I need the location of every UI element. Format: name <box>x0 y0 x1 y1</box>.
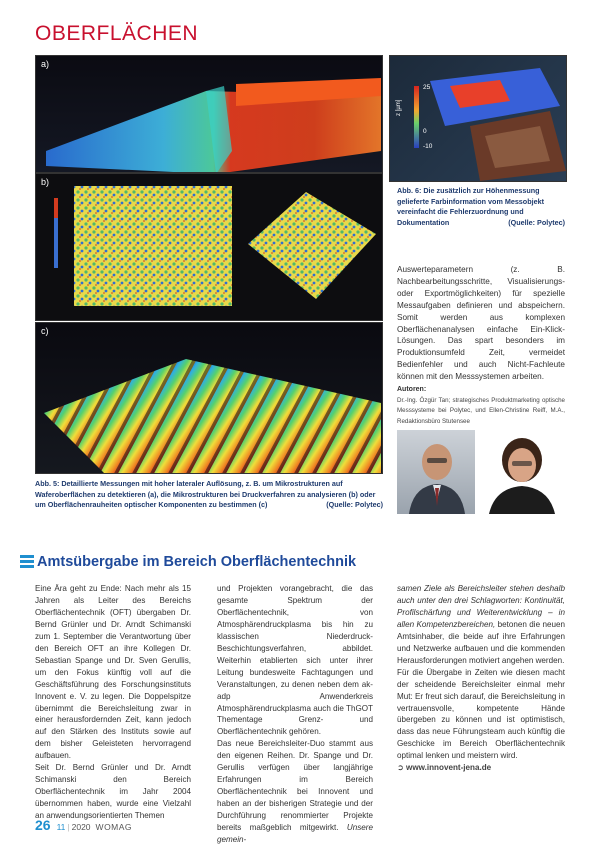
z-axis-label: z [µm] <box>396 99 402 116</box>
author-photo-tan <box>397 430 475 514</box>
figure-5-source: (Quelle: Polytec) <box>326 500 383 509</box>
figure-panel-a <box>35 55 383 173</box>
page-footer <box>35 817 132 833</box>
article-headline <box>20 553 356 570</box>
article-col2-quote-start: Unsere gemein- <box>217 823 373 845</box>
article-col2-paragraph-1: und Projekten vorangebracht, die das gesamte Spektrum der Oberflächentechnik, von Atmosphärendruckplasma bis hin zu klassischen Niederdruck-Beschichtungsverfahren, abbildet. Weiterhin etablierten sich unter ihrer Leitung bundesweite Fachtagungen und Veranstaltungen, zu denen neben dem ak-adp Anwenderkreis Atmosphärendruckplasma auch die ThGOT Thementage Grenz- und Oberflächentechnik gehören. <box>217 584 373 737</box>
article-col2-paragraph-2: Das neue Bereichsleiter-Duo stammt aus den eigenen Reihen. Dr. Spange und Dr. Gerullis verfügen über langjährige Erfahrungen im Bereich Oberflächentechnik bei Innovent und haben an der bisherigen Strategie und der Durchführung renommierter Projekte bereits maßgeblich mitgewirkt. <box>217 739 373 833</box>
article-col1-paragraph-1: Eine Ära geht zu Ende: Nach mehr als 15 Jahren als Leiter des Bereichs Oberflächentechnik (OFT) übergaben Dr. Bernd Grünler und Dr. Arndt Schimanski zum 1. September die Verantwortung über den Bereich OFT an ihre Kollegen Dr. Sebastian Spange und Dr. Sven Gerullis, um den Fokus künftig voll auf die Geschäftsführung des Forschungsinstituts Innovent e. V. zu legen. Die Doppelspitze übernimmt die Bereichsleitung zwar in einer herausfordernden Zeit, kann jedoch auf den Stärken des Instituts sowie auf dem bisher Geleisteten hervorragend aufbauen. <box>35 584 191 761</box>
headline-bars-icon <box>20 553 34 570</box>
right-column-text <box>397 264 565 427</box>
figure-6-caption-text: Abb. 6: Die zusätzlich zur Höhenmessung gelieferte Farbinformation vom Messobjekt vereinfacht die Fehlerzuordnung und Dokumentation <box>397 186 544 227</box>
colorbar-tick-top: 25 <box>423 84 431 91</box>
article-col2-paragraph-2-wrap <box>217 738 373 846</box>
article-column-3 <box>397 583 565 774</box>
optical-roughness-image <box>36 323 383 474</box>
print-microstructure-image <box>36 174 383 321</box>
article-col3-paragraph-2: Für die Übergabe in Zeiten wie diesen macht der scheidende Bereichsleiter einmal mehr Mut: Er freut sich darauf, die Bereichsleitung in vertrauensvolle, kompetente Hände übergeben zu können und ist optimistisch, dass das neue Führungsteam auch künftig die Geschicke im Bereich Oberflächentechnik optimal lenken und meistern wird. <box>397 667 565 761</box>
issue-year: 2020 <box>71 822 91 832</box>
panel-label-b: b) <box>41 177 50 187</box>
figure-6-caption <box>397 186 565 228</box>
author-photo-reiff <box>479 430 565 514</box>
article-col1-paragraph-2: Seit Dr. Bernd Grünler und Dr. Arndt Schimanski den Bereich Oberflächentechnik im Jahr 2004 übernommen haben, wurde eine Vielzahl an anwendungsorientierten Themen <box>35 763 191 821</box>
figure-6-source: (Quelle: Polytec) <box>508 217 565 227</box>
height-color-map <box>390 56 567 182</box>
article-col3-paragraph-1: betonen die neuen Amtsinhaber, die beide auf ihre Erfahrungen und Netzwerke aufbauen und die kommenden Herausforderungen motiviert angehen werden. <box>397 619 566 665</box>
right-paragraph: Auswerteparametern (z. B. Nachbearbeitungsschritte, Visualisierungs- oder Exportmöglichkeiten) für spezielle Messaufgaben definieren und abspeichern. Somit werden aus komplexen Oberflächenanalysen einfache Ein-Klick-Lösungen. Das spart besonders im Produktionsumfeld Zeit, vermeidet Bedienfehler und auch Nicht-Fachleute können mit den Messsystemen arbeiten. <box>397 265 565 382</box>
figure-6-image <box>389 55 567 182</box>
colorbar-tick-bottom: -10 <box>423 143 433 150</box>
authors-text: Dr.-Ing. Özgür Tan; strategisches Produktmarketing optische Messsysteme bei Polytec, und Ellen-Christine Reiff, M.A., Redaktionsbüro Stutensee <box>397 396 565 425</box>
article-col3-quote: samen Ziele als Bereichsleiter stehen deshalb auch unter den drei Schlagworten: Kontinuität, Profilschärfung und Weiterentwicklung – in allen Kompetenzbereichen, <box>397 584 565 629</box>
article-column-1 <box>35 583 191 822</box>
article-column-2 <box>217 583 373 846</box>
page-number: 26 <box>35 817 51 833</box>
headline-text: Amtsübergabe im Bereich Oberflächentechnik <box>37 553 357 570</box>
panel-label-c: c) <box>41 326 49 336</box>
magazine-brand: WOMAG <box>95 822 133 832</box>
figure-5-caption <box>35 479 383 511</box>
colorbar-tick-mid: 0 <box>423 128 427 135</box>
footer-separator: | <box>67 822 70 832</box>
section-title: OBERFLÄCHEN <box>35 22 199 45</box>
figure-panel-c <box>35 322 383 474</box>
issue-number: 11 <box>56 822 66 832</box>
panel-label-a: a) <box>41 59 50 69</box>
wafer-surface-image <box>36 56 383 173</box>
figure-panel-b <box>35 173 383 321</box>
figure-5-caption-text: Abb. 5: Detaillierte Messungen mit hoher lateraler Auflösung, z. B. um Mikrostrukturen auf Waferoberflächen zu detektieren (a), die Mikrostrukturen bei Druckverfahren zu analysieren (b) oder um Oberflächenrauheiten optischer Komponenten zu bestimmen (c) <box>35 479 376 509</box>
innovent-link[interactable]: ➲ www.innovent-jena.de <box>397 763 492 773</box>
authors-heading: Autoren: <box>397 386 427 394</box>
article-col3-paragraph-1-wrap <box>397 583 565 667</box>
